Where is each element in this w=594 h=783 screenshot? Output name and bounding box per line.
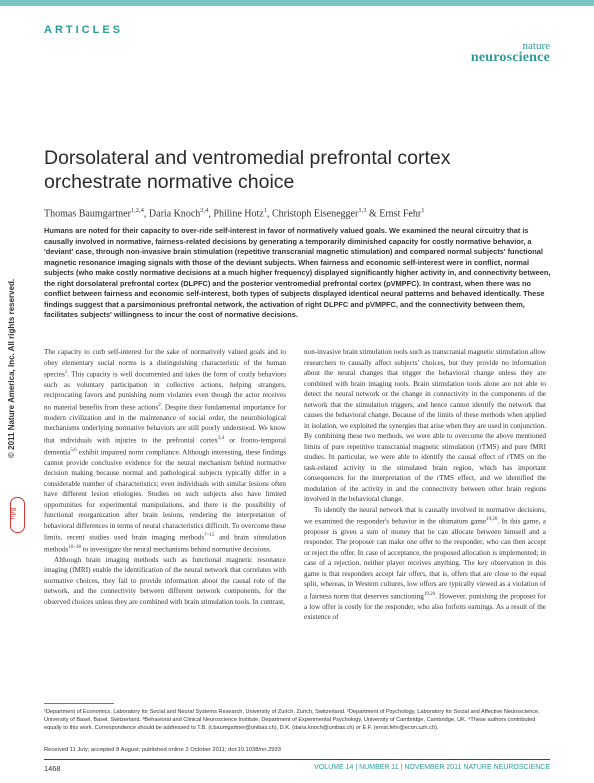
body-paragraph: Although brain imaging methods such as functional magnetic resonance imaging (fMRI) enable the identification of the neural network that correlates with normative choices, they fail to provide information about the causal role of the network, and the connectivity between different network components, for the observed choices unless they are combined with brain stimulation tools. In contrast,: [44, 555, 286, 606]
author-name: Christoph Eisenegger: [271, 208, 359, 220]
logo-line-2: neuroscience: [470, 50, 550, 65]
page-number: 1468: [44, 764, 61, 773]
citation: 16–18: [68, 544, 81, 550]
body-column-right: [304, 347, 546, 623]
body-paragraph: non-invasive brain stimulation tools such as transcranial magnetic stimulation allow researchers to causally affect subjects' choices, but they provide no information about the neural changes that trigger the behavioral change unless they are combined with brain imaging tools. Brain stimulation tools alone are not able to detect the neural network or the change in connectivity in the components of the network that the stimulation triggers, and hence cannot identify the network that causes the behavioral change. Because of the limits of these methods when applied in isolation, we exploited the synergies that arise when they are used in conjunction. By combining these two methods, we were able to overcome the above mentioned limits of pure repetitive transcranial magnetic stimulation (rTMS) and pure fMRI studies. In particular, we were able to identify the causal effect of rTMS on the task-related activity in the stimulated brain region, which has important consequences for the interpretation of the rTMS effect, and we identified the modulation of the activity in and the connectivity between other brain regions involved in the behavioral change.: [304, 348, 546, 503]
author-affiliation: 1,3: [358, 207, 367, 214]
author-name: Philine Hotz: [213, 208, 264, 220]
logo-line-1: nature: [522, 40, 550, 52]
body-text: to investigate the neural mechanisms behind normative decisions.: [80, 545, 272, 554]
author-separator: ,: [208, 208, 214, 220]
npg-label: npg: [9, 507, 17, 520]
copyright-notice: © 2011 Nature America, Inc. All rights reserved.: [7, 278, 16, 458]
body-text: . However, punishing the proposer for a low offer is costly for the responder, who also forfeits earnings. As a result of the existence of: [304, 592, 546, 622]
body-paragraph: [304, 505, 546, 623]
header-bar: [0, 0, 594, 6]
paper-title: [44, 146, 544, 194]
author-name: Ernst Fehr: [379, 208, 422, 220]
title-line-2: orchestrate normative choice: [44, 171, 295, 193]
author-list: [44, 207, 554, 219]
citation: 7–15: [204, 533, 215, 539]
npg-logo: [10, 497, 25, 533]
abstract: Humans are noted for their capacity to over-ride self-interest in favor of normatively valued goals. We examined the neural circuitry that is causally involved in normative, fairness-related decisions by generating a temporarily diminished capacity for costly normative behavior, a 'deviant' case, through non-invasive brain stimulation (repetitive transcranial magnetic stimulation) and compared normal subjects' functional magnetic resonance imaging signals with those of the deviant subjects. When fairness and economic self-interest were in conflict, normal subjects (who make costly normative decisions at a much higher frequency) displayed significantly higher activity in, and connectivity between, the right dorsolateral prefrontal cortex (DLPFC) and the posterior ventromedial prefrontal cortex (pVMPFC). In contrast, when there was no conflict between fairness and economic self-interest, both types of subjects displayed identical neural patterns and behaved identically. These findings suggest that a parsimonious prefrontal network, the activation of right DLPFC and pVMPFC, and the connectivity between them, facilitates subjects' willingness to incur the cost of normative decisions.: [44, 226, 551, 319]
citation: 5,6: [70, 447, 77, 453]
footer-divider: [44, 759, 550, 760]
citation: 19,20: [486, 517, 498, 522]
author-affiliation: 2,4: [200, 207, 209, 214]
citation: 2: [158, 402, 161, 408]
footnote-divider: [44, 703, 114, 704]
body-text: To identify the neural network that is causally involved in normative decisions, we examined the responder's behavior in the ultimatum game: [304, 505, 546, 526]
received-line: Received 11 July; accepted 8 August; published online 2 October 2011; doi:10.1038/nn.2933: [44, 747, 281, 753]
citation: 3,4: [217, 435, 225, 441]
affiliations-footnote: ¹Department of Economics, Laboratory for Social and Neural Systems Research, University of Zurich, Zurich, Switzerland. ²Department of Psychology, Laboratory for Social and Affective Neuroscience, University of Basel, Basel, Switzerland. ³Behavioral and Clinical Neuroscience Institute, Department of Experimental Psychology, University of Cambridge, Cambridge, UK. ⁴These authors contributed equally to this work. Correspondence should be addressed to T.B. (t.baumgartner@unibas.ch), D.K. (daria.knoch@unibas.ch) or E.F. (ernst.fehr@econ.uzh.ch).: [44, 709, 540, 731]
author-affiliation: 1: [421, 207, 425, 214]
body-text: or fronto-temporal dementia: [44, 436, 286, 457]
author-affiliation: 1: [263, 207, 267, 214]
author-separator: &: [366, 208, 380, 220]
title-line-1: Dorsolateral and ventromedial prefrontal cortex: [44, 147, 451, 169]
citation: 19,20: [423, 591, 436, 597]
journal-issue-line: VOLUME 14 | NUMBER 11 | NOVEMBER 2011 NATURE NEUROSCIENCE: [314, 764, 550, 771]
body-text: . Despite their fundamental importance for modern civilization and in the maintenance of social order, the neurobiological mechanisms underlying normative behaviors are still poorly understood. We know that individuals with injuries to the prefrontal cortex: [44, 403, 286, 445]
body-text: and brain stimulation methods: [44, 533, 286, 554]
author-affiliation: 1,2,4: [130, 207, 144, 214]
body-text: exhibit impaired norm compliance. Although interesting, these findings cannot provide conclusive evidence for the neural mechanism behind normative decision making because normal and pathological subjects typically differ in a considerable number of characteristics; even individuals with similar lesions often have different lesion etiologies. Studies on such subjects also have limited opportunities for experimental manipulations, and there is the possibility of functional reorganization after brain lesions, rendering the interpretation of behavioral differences in terms of neural characteristics difficult. To overcome these limits, recent studies used brain imaging methods: [44, 448, 286, 542]
author-name: Thomas Baumgartner: [44, 208, 131, 220]
body-text: . In this game, a proposer is given a sum of money that he can allocate between himself and a responder. The proposer can make one offer to the responder, who can then accept or reject the offer. In case of acceptance, the proposed allocation is implemented; in case of a rejection, neither player receives anything. The key observation in this game is that responders accept fair offers, that is, offers that are close to the equal split, whereas, in Western cultures, low offers are typically viewed as a violation of a fairness norm that deserves sanctioning: [304, 517, 546, 601]
body-paragraph: [44, 347, 286, 555]
section-label: ARTICLES: [44, 24, 123, 36]
author-separator: ,: [143, 208, 149, 220]
body-text: . This capacity is well documented and takes the form of costly behaviors such as voluntary participation in collective actions, helping strangers, reciprocating favors and punishing norm violators even though the actor receives no material benefits from these actions: [44, 370, 286, 412]
author-name: Daria Knoch: [148, 208, 201, 220]
journal-logo: [471, 40, 550, 64]
citation: 1: [64, 370, 68, 375]
body-text: The capacity to curb self-interest for the sake of normatively valued goals and to obey elementary social norms is a distinguishing characteristic of the human species: [44, 348, 286, 379]
author-separator: ,: [266, 208, 272, 220]
body-column-left: [44, 347, 286, 607]
